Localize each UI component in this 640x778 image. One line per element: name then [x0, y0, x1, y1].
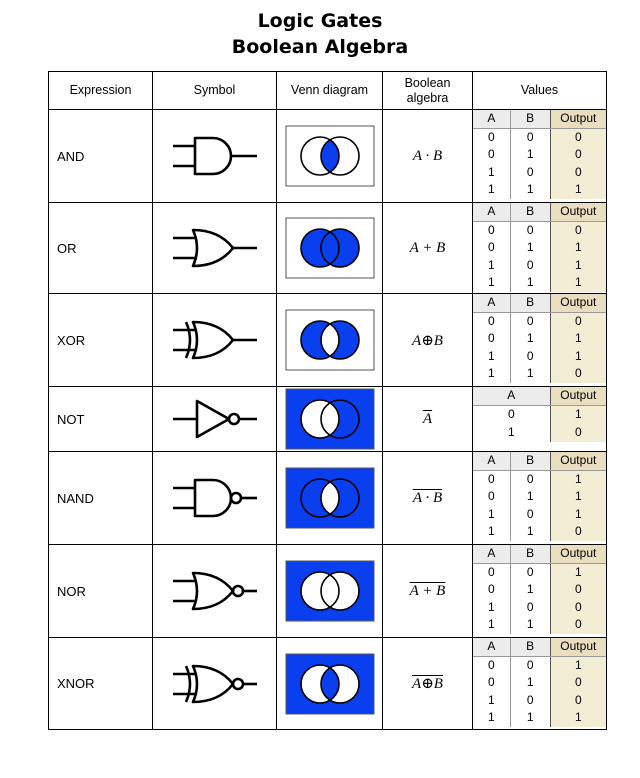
gate-symbol: [153, 294, 277, 387]
truth-table-value: 0: [550, 692, 606, 710]
truth-table: [473, 110, 606, 199]
truth-table-value: 0: [510, 692, 550, 710]
truth-table-value: 1: [510, 365, 550, 383]
truth-table-row: [473, 709, 606, 727]
truth-table-cell: [473, 294, 607, 387]
truth-table-value: 1: [510, 616, 550, 634]
venn-diagram: [277, 545, 383, 638]
truth-table-value: 1: [488, 710, 495, 724]
truth-table-value: 0: [488, 489, 495, 503]
gate-row-or: [49, 203, 607, 294]
expression-text: A + B: [409, 582, 446, 599]
truth-table-value: 1: [550, 656, 606, 674]
gate-row-xnor: [49, 638, 607, 730]
truth-table-value: 0: [510, 221, 550, 239]
truth-table-value: 1: [510, 709, 550, 727]
truth-table-row: [473, 330, 606, 348]
header-symbol: Symbol: [153, 72, 277, 110]
truth-table-row: [473, 599, 606, 617]
truth-table-value: 1: [488, 182, 495, 196]
truth-table-row: [473, 181, 606, 199]
truth-table-header: A: [473, 545, 510, 563]
truth-table-row: [473, 146, 606, 164]
page-subtitle: Boolean Algebra: [231, 36, 409, 58]
truth-table-row: [473, 674, 606, 692]
truth-table-header: Output: [550, 110, 606, 128]
truth-table-row: [473, 581, 606, 599]
header-venn: Venn diagram: [277, 72, 383, 110]
expression-text: A + B: [409, 239, 446, 256]
truth-table-header: Output: [550, 203, 606, 221]
truth-table-value: 0: [488, 471, 495, 486]
truth-table-header: A: [473, 203, 510, 221]
truth-table-row: [473, 239, 606, 257]
truth-table-cell: [473, 545, 607, 638]
truth-table-header: Output: [550, 294, 606, 312]
gate-symbol: [153, 110, 277, 203]
gate-symbol: [153, 452, 277, 545]
gate-name: OR: [49, 203, 153, 294]
truth-table-row: [473, 365, 606, 383]
truth-table-value: 0: [550, 221, 606, 239]
truth-table: [473, 452, 606, 541]
truth-table-value: 0: [488, 129, 495, 144]
truth-table-value: 1: [550, 181, 606, 199]
gate-name: NOR: [49, 545, 153, 638]
truth-table-header: A: [473, 638, 510, 656]
page-title: Logic Gates: [257, 10, 383, 32]
truth-table-value: 1: [488, 692, 495, 707]
venn-nor-icon: [285, 560, 375, 622]
truth-table-header: Output: [550, 638, 606, 656]
truth-table-header: B: [510, 545, 550, 563]
truth-table-value: 0: [510, 656, 550, 674]
truth-table-value: 1: [488, 366, 495, 380]
truth-table-value: 1: [488, 257, 495, 272]
truth-table-header: A: [473, 452, 510, 470]
venn-intersection-icon: [285, 125, 375, 187]
truth-table-row: [473, 405, 606, 424]
truth-table-value: 1: [510, 239, 550, 257]
truth-table-value: 1: [510, 674, 550, 692]
expression-text: $\overline{A}$: [422, 410, 433, 427]
truth-table-value: 0: [488, 564, 495, 579]
truth-table-value: 1: [550, 709, 606, 727]
truth-table-value: 0: [550, 599, 606, 617]
truth-table-value: 0: [510, 128, 550, 146]
gate-name: XOR: [49, 294, 153, 387]
truth-table-value: 1: [550, 348, 606, 366]
truth-table-row: [473, 656, 606, 674]
truth-table: [473, 203, 606, 292]
truth-table-value: 1: [488, 524, 495, 538]
truth-table-row: [473, 424, 606, 442]
gate-symbol: [153, 638, 277, 730]
truth-table-value: 0: [488, 331, 495, 345]
truth-table-row: [473, 257, 606, 275]
expression-text: A · B: [412, 147, 443, 164]
truth-table-value: 0: [488, 222, 495, 237]
truth-table-value: 0: [488, 657, 495, 672]
truth-table-cell: [473, 452, 607, 545]
gate-symbol: [153, 545, 277, 638]
truth-table-row: [473, 692, 606, 710]
gate-symbol: [153, 203, 277, 294]
truth-table-value: 0: [550, 164, 606, 182]
and-gate-icon: [167, 128, 263, 184]
venn-diagram: [277, 294, 383, 387]
truth-table-row: [473, 488, 606, 506]
venn-nand-icon: [285, 467, 375, 529]
truth-table-value: 0: [510, 506, 550, 524]
truth-table-value: 1: [510, 581, 550, 599]
xor-gate-icon: [167, 312, 263, 368]
venn-xnor-icon: [285, 653, 375, 715]
truth-table-value: 0: [488, 147, 495, 161]
venn-diagram: [277, 452, 383, 545]
truth-table-value: 1: [510, 330, 550, 348]
truth-table-value: 1: [488, 599, 495, 614]
boolean-expression: [383, 452, 473, 545]
xnor-gate-icon: [167, 656, 263, 712]
truth-table: [473, 638, 606, 727]
truth-table-value: 1: [488, 348, 495, 363]
or-gate-icon: [167, 220, 263, 276]
truth-table-row: [473, 616, 606, 634]
expression-text: A · B: [412, 489, 443, 506]
truth-table-header: B: [510, 452, 550, 470]
gate-name: AND: [49, 110, 153, 203]
truth-table-row: [473, 470, 606, 488]
truth-table-value: 1: [550, 257, 606, 275]
truth-table-value: 1: [550, 239, 606, 257]
truth-table-header: Output: [550, 452, 606, 470]
expression-text: A⊕B: [412, 676, 443, 692]
truth-table-value: 1: [488, 164, 495, 179]
venn-diagram: [277, 203, 383, 294]
gate-row-xor: [49, 294, 607, 387]
truth-table-cell: [473, 110, 607, 203]
truth-table-row: [473, 221, 606, 239]
truth-table-value: 0: [488, 582, 495, 596]
logic-gates-table: [48, 71, 607, 730]
truth-table-value: 0: [510, 312, 550, 330]
truth-table-value: 0: [550, 146, 606, 164]
truth-table-row: [473, 523, 606, 541]
nand-gate-icon: [167, 470, 263, 526]
truth-table-value: 0: [488, 675, 495, 689]
truth-table-value: 0: [550, 581, 606, 599]
boolean-expression: [383, 545, 473, 638]
truth-table-header: Output: [550, 545, 606, 563]
truth-table-value: 0: [488, 313, 495, 328]
truth-table-value: 1: [507, 424, 515, 439]
gate-row-nor: [49, 545, 607, 638]
truth-table-value: 1: [510, 274, 550, 292]
venn-not-icon: [285, 388, 375, 450]
venn-xor-icon: [285, 309, 375, 371]
not-gate-icon: [167, 391, 263, 447]
nor-gate-icon: [167, 563, 263, 619]
boolean-expression: [383, 638, 473, 730]
truth-table-row: [473, 506, 606, 524]
truth-table-cell: [473, 203, 607, 294]
truth-table-header: B: [510, 638, 550, 656]
truth-table-header: A: [473, 294, 510, 312]
truth-table-value: 1: [488, 275, 495, 289]
truth-table-value: 0: [510, 348, 550, 366]
truth-table-value: 0: [550, 312, 606, 330]
truth-table-value: 0: [550, 674, 606, 692]
truth-table-cell: [473, 638, 607, 730]
truth-table-value: 0: [510, 257, 550, 275]
truth-table-value: 0: [550, 128, 606, 146]
gate-name: NOT: [49, 387, 153, 452]
truth-table-cell: [473, 387, 607, 452]
expression-text: A⊕B: [412, 332, 443, 349]
truth-table: [473, 387, 606, 442]
truth-table-value: 1: [510, 146, 550, 164]
venn-union-icon: [285, 217, 375, 279]
gate-name: XNOR: [49, 638, 153, 730]
boolean-expression: [383, 294, 473, 387]
boolean-expression: [383, 110, 473, 203]
truth-table-value: 0: [510, 164, 550, 182]
truth-table-value: 1: [550, 470, 606, 488]
truth-table-value: 0: [550, 365, 606, 383]
truth-table-value: 1: [488, 506, 495, 521]
truth-table-header: A: [473, 110, 510, 128]
header-row: [49, 72, 607, 110]
truth-table-header: B: [510, 203, 550, 221]
truth-table-header: Output: [550, 387, 606, 405]
truth-table-value: 1: [550, 488, 606, 506]
truth-table-value: 0: [507, 406, 515, 421]
truth-table-row: [473, 128, 606, 146]
truth-table-value: 0: [550, 523, 606, 541]
gate-row-not: [49, 387, 607, 452]
truth-table-value: 0: [510, 563, 550, 581]
truth-table-value: 0: [550, 424, 606, 442]
truth-table-value: 1: [488, 617, 495, 631]
truth-table-row: [473, 164, 606, 182]
truth-table-value: 0: [510, 470, 550, 488]
truth-table-value: 1: [510, 488, 550, 506]
boolean-expression: [383, 387, 473, 452]
truth-table-row: [473, 563, 606, 581]
truth-table-row: [473, 312, 606, 330]
venn-diagram: [277, 387, 383, 452]
truth-table-value: 0: [550, 616, 606, 634]
venn-diagram: [277, 110, 383, 203]
truth-table-value: 1: [510, 523, 550, 541]
truth-table-value: 1: [550, 274, 606, 292]
header-values: Values: [473, 72, 607, 110]
truth-table-value: 1: [550, 563, 606, 581]
truth-table-header: A: [473, 387, 550, 405]
truth-table-header: B: [510, 110, 550, 128]
truth-table-value: 1: [550, 405, 606, 424]
truth-table-value: 1: [550, 506, 606, 524]
truth-table-row: [473, 274, 606, 292]
truth-table: [473, 294, 606, 383]
gate-name: NAND: [49, 452, 153, 545]
header-expression: Expression: [49, 72, 153, 110]
truth-table-row: [473, 348, 606, 366]
truth-table-value: 0: [510, 599, 550, 617]
truth-table-header: B: [510, 294, 550, 312]
truth-table-value: 1: [550, 330, 606, 348]
truth-table: [473, 545, 606, 634]
truth-table-value: 1: [510, 181, 550, 199]
boolean-expression: [383, 203, 473, 294]
gate-symbol: [153, 387, 277, 452]
gate-row-nand: [49, 452, 607, 545]
gate-row-and: [49, 110, 607, 203]
truth-table-value: 0: [488, 240, 495, 254]
header-boolean: Boolean algebra: [383, 72, 473, 110]
venn-diagram: [277, 638, 383, 730]
